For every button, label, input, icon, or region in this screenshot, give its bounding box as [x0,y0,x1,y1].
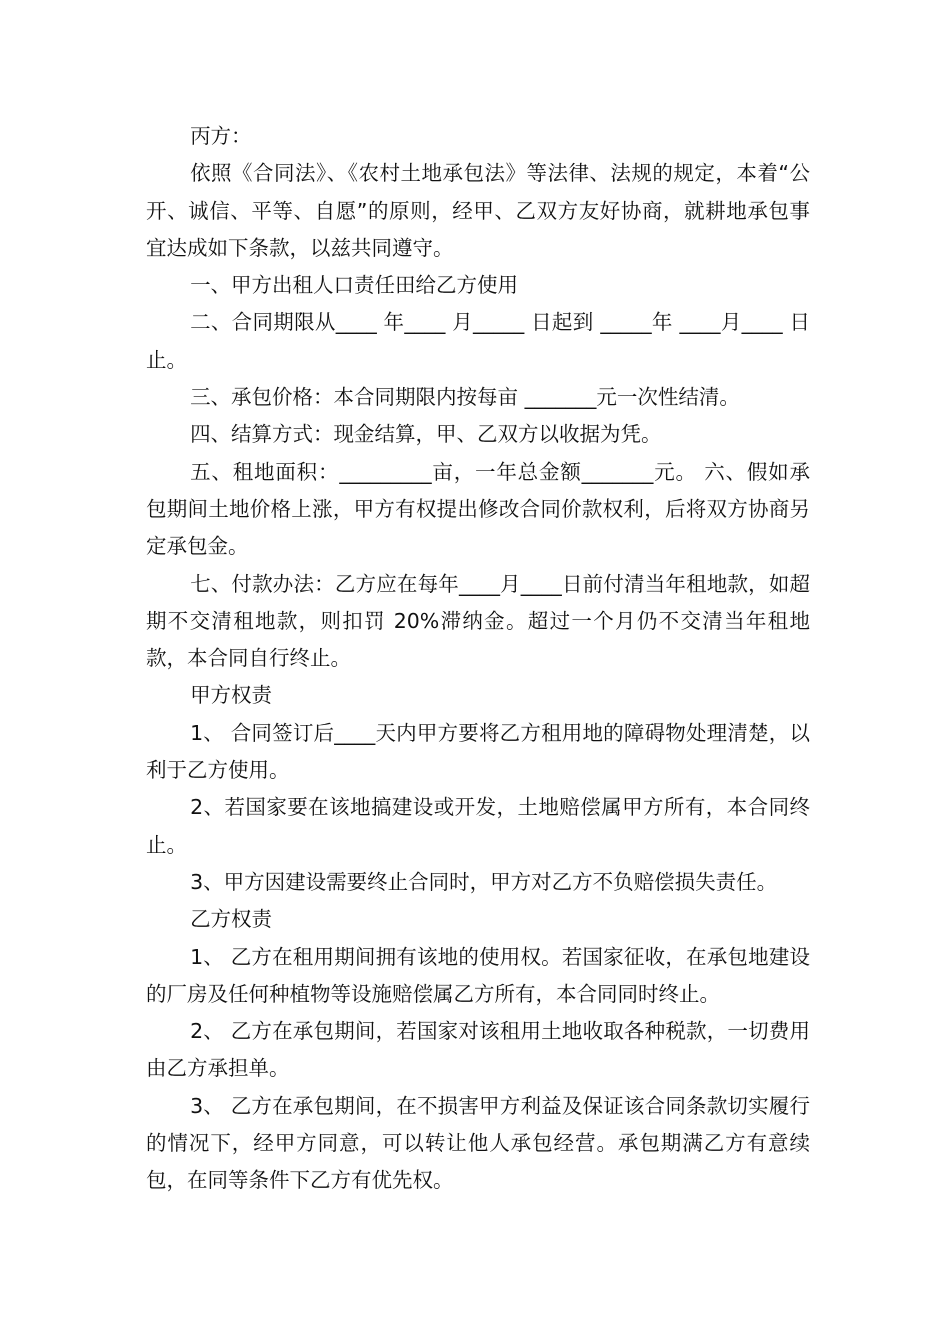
party-a-duty-3: 3、甲方因建设需要终止合同时，甲方对乙方不负赔偿损失责任。 [190,869,778,894]
party-b-duty-1: 1、 乙方在租用期间拥有该地的使用权。若国家征收，在承包地建设的厂房及任何种植物等设施赔偿属乙方所有，本合同同时终止。 [146,944,810,1006]
clause-3-price: 三、承包价格：本合同期限内按每亩 _______元一次性结清。 [190,385,740,410]
clause-7-payment: 七、付款办法：乙方应在每年____月____日前付清当年租地款，如超期不交清租地款，则扣罚 20%滞纳金。超过一个月仍不交清当年租地款，本合同自行终止。 [146,571,810,671]
party-a-duties-heading: 甲方权责 [190,683,273,708]
clause-1: 一、甲方出租人口责任田给乙方使用 [190,273,519,298]
clause-2-term: 二、合同期限从____ 年____ 月_____ 日起到 _____年 ____月____ 日止。 [146,310,810,372]
preamble-paragraph: 依照《合同法》、《农村土地承包法》等法律、法规的规定，本着“公开、诚信、平等、自愿”的原则，经甲、乙双方友好协商，就耕地承包事宜达成如下条款，以兹共同遵守。 [146,161,810,260]
party-b-duty-2: 2、 乙方在承包期间，若国家对该租用土地收取各种税款，一切费用由乙方承担单。 [146,1019,810,1081]
clause-4-settlement: 四、结算方式：现金结算，甲、乙双方以收据为凭。 [190,422,662,447]
party-b-duty-3: 3、 乙方在承包期间，在不损害甲方利益及保证该合同条款切实履行的情况下，经甲方同意，可以转让他人承包经营。承包期满乙方有意续包，在同等条件下乙方有优先权。 [146,1093,810,1193]
party-a-duty-1: 1、 合同签订后____天内甲方要将乙方租用地的障碍物处理清楚，以利于乙方使用。 [146,720,810,783]
party-a-duty-2: 2、若国家要在该地搞建设或开发，土地赔偿属甲方所有，本合同终止。 [146,795,810,857]
party-c-label: 丙方： [190,124,252,148]
document-body [146,118,810,1200]
party-b-duties-heading: 乙方权责 [190,907,273,932]
clause-5-6-area: 五、租地面积：_________亩，一年总金额_______元。 六、假如承包期间土地价格上涨，甲方有权提出修改合同价款权利，后将双方协商另定承包金。 [146,459,810,559]
